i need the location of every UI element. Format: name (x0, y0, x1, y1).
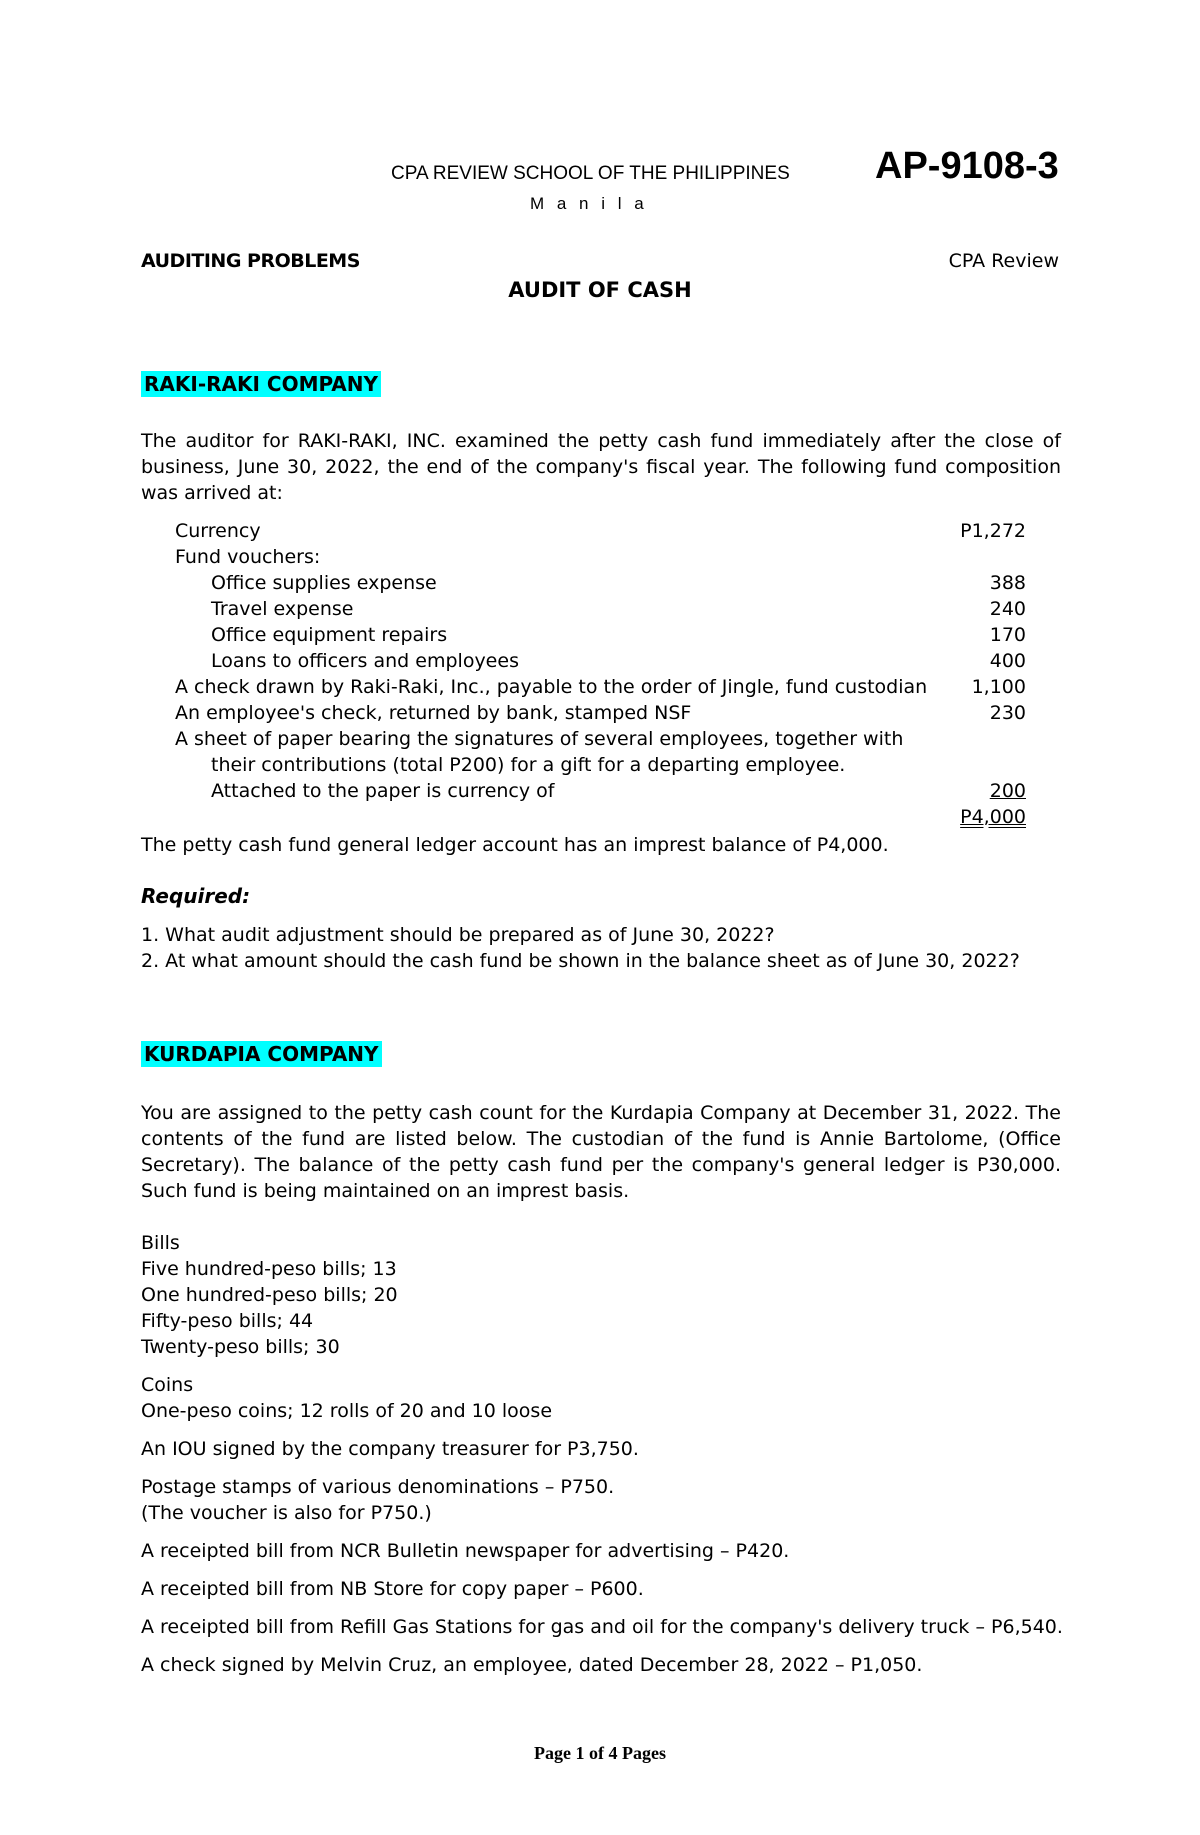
fund-item-amount: 170 (989, 624, 1026, 646)
subject-label: AUDITING PROBLEMS (141, 250, 360, 272)
page-number: Page 1 of 4 Pages (534, 1743, 666, 1763)
document-code: AP-9108-3 (875, 145, 1059, 187)
raki-section-heading (141, 372, 381, 396)
raki-intro: The auditor for RAKI-RAKI, INC. examined the petty cash fund immediately after the close of business, June 30, 2022, the end of the company's fiscal year. The following fund composition was arrived at: (141, 430, 1061, 504)
list-item: A receipted bill from NCR Bulletin newspaper for advertising – P420. (141, 1540, 790, 1562)
required-question: 2. At what amount should the cash fund be shown in the balance sheet as of June 30, 2022? (141, 950, 1020, 972)
list-item: Fifty-peso bills; 44 (141, 1310, 314, 1332)
fund-item-label: An employee's check, returned by bank, stamped NSF (175, 702, 692, 724)
fund-item-label: A sheet of paper bearing the signatures of several employees, together with (175, 728, 904, 750)
list-item: A receipted bill from NB Store for copy paper – P600. (141, 1578, 644, 1600)
list-item: Five hundred-peso bills; 13 (141, 1258, 397, 1280)
fund-item-amount: 1,100 (971, 676, 1026, 698)
raki-heading-text: RAKI-RAKI COMPANY (141, 371, 381, 397)
fund-item-label: Office equipment repairs (211, 624, 448, 646)
fund-item-label: Travel expense (211, 598, 354, 620)
school-city: M a n i l a (530, 194, 648, 213)
fund-item-label: their contributions (total P200) for a gift for a departing employee. (211, 754, 846, 776)
kurdapia-section-heading (141, 1042, 382, 1066)
fund-item-amount: 388 (989, 572, 1026, 594)
fund-item-label: Loans to officers and employees (211, 650, 519, 672)
list-item: Postage stamps of various denominations – P750. (141, 1476, 615, 1498)
list-item: An IOU signed by the company treasurer for P3,750. (141, 1438, 639, 1460)
fund-item-amount: 400 (989, 650, 1026, 672)
list-item: A receipted bill from Refill Gas Stations for gas and oil for the company's delivery truck – P6,540. (141, 1616, 1063, 1638)
list-item: One-peso coins; 12 rolls of 20 and 10 loose (141, 1400, 553, 1422)
review-label: CPA Review (948, 250, 1059, 272)
fund-item-label: Office supplies expense (211, 572, 437, 594)
fund-total-amount: P4,000 (960, 806, 1026, 828)
fund-item-label: Attached to the paper is currency of (211, 780, 555, 802)
list-item: Twenty-peso bills; 30 (141, 1336, 340, 1358)
required-label: Required: (141, 884, 251, 908)
list-item: A check signed by Melvin Cruz, an employee, dated December 28, 2022 – P1,050. (141, 1654, 923, 1676)
list-item: One hundred-peso bills; 20 (141, 1284, 398, 1306)
fund-item-amount: P1,272 (960, 520, 1026, 542)
fund-item-label: A check drawn by Raki-Raki, Inc., payable to the order of Jingle, fund custodian (175, 676, 928, 698)
raki-ledger-note: The petty cash fund general ledger account has an imprest balance of P4,000. (141, 834, 889, 856)
list-item: Coins (141, 1374, 194, 1396)
fund-item-amount: 230 (989, 702, 1026, 724)
kurdapia-heading-text: KURDAPIA COMPANY (141, 1041, 382, 1067)
list-item: Bills (141, 1232, 180, 1254)
list-item: (The voucher is also for P750.) (141, 1502, 432, 1524)
page-title: AUDIT OF CASH (508, 278, 692, 302)
kurdapia-intro: You are assigned to the petty cash count for the Kurdapia Company at December 31, 2022. The contents of the fund are listed below. The custodian of the fund is Annie Bartolome, (Office Secretary). The balance of the petty cash fund per the company's general ledger is P30,000. Such fund is being maintained on an imprest basis. (141, 1102, 1061, 1202)
fund-item-label: Currency (175, 520, 261, 542)
required-question: 1. What audit adjustment should be prepared as of June 30, 2022? (141, 924, 775, 946)
school-name: CPA REVIEW SCHOOL OF THE PHILIPPINES (391, 163, 790, 184)
fund-item-amount: 240 (989, 598, 1026, 620)
fund-item-label: Fund vouchers: (175, 546, 321, 568)
fund-item-amount: 200 (989, 780, 1026, 802)
